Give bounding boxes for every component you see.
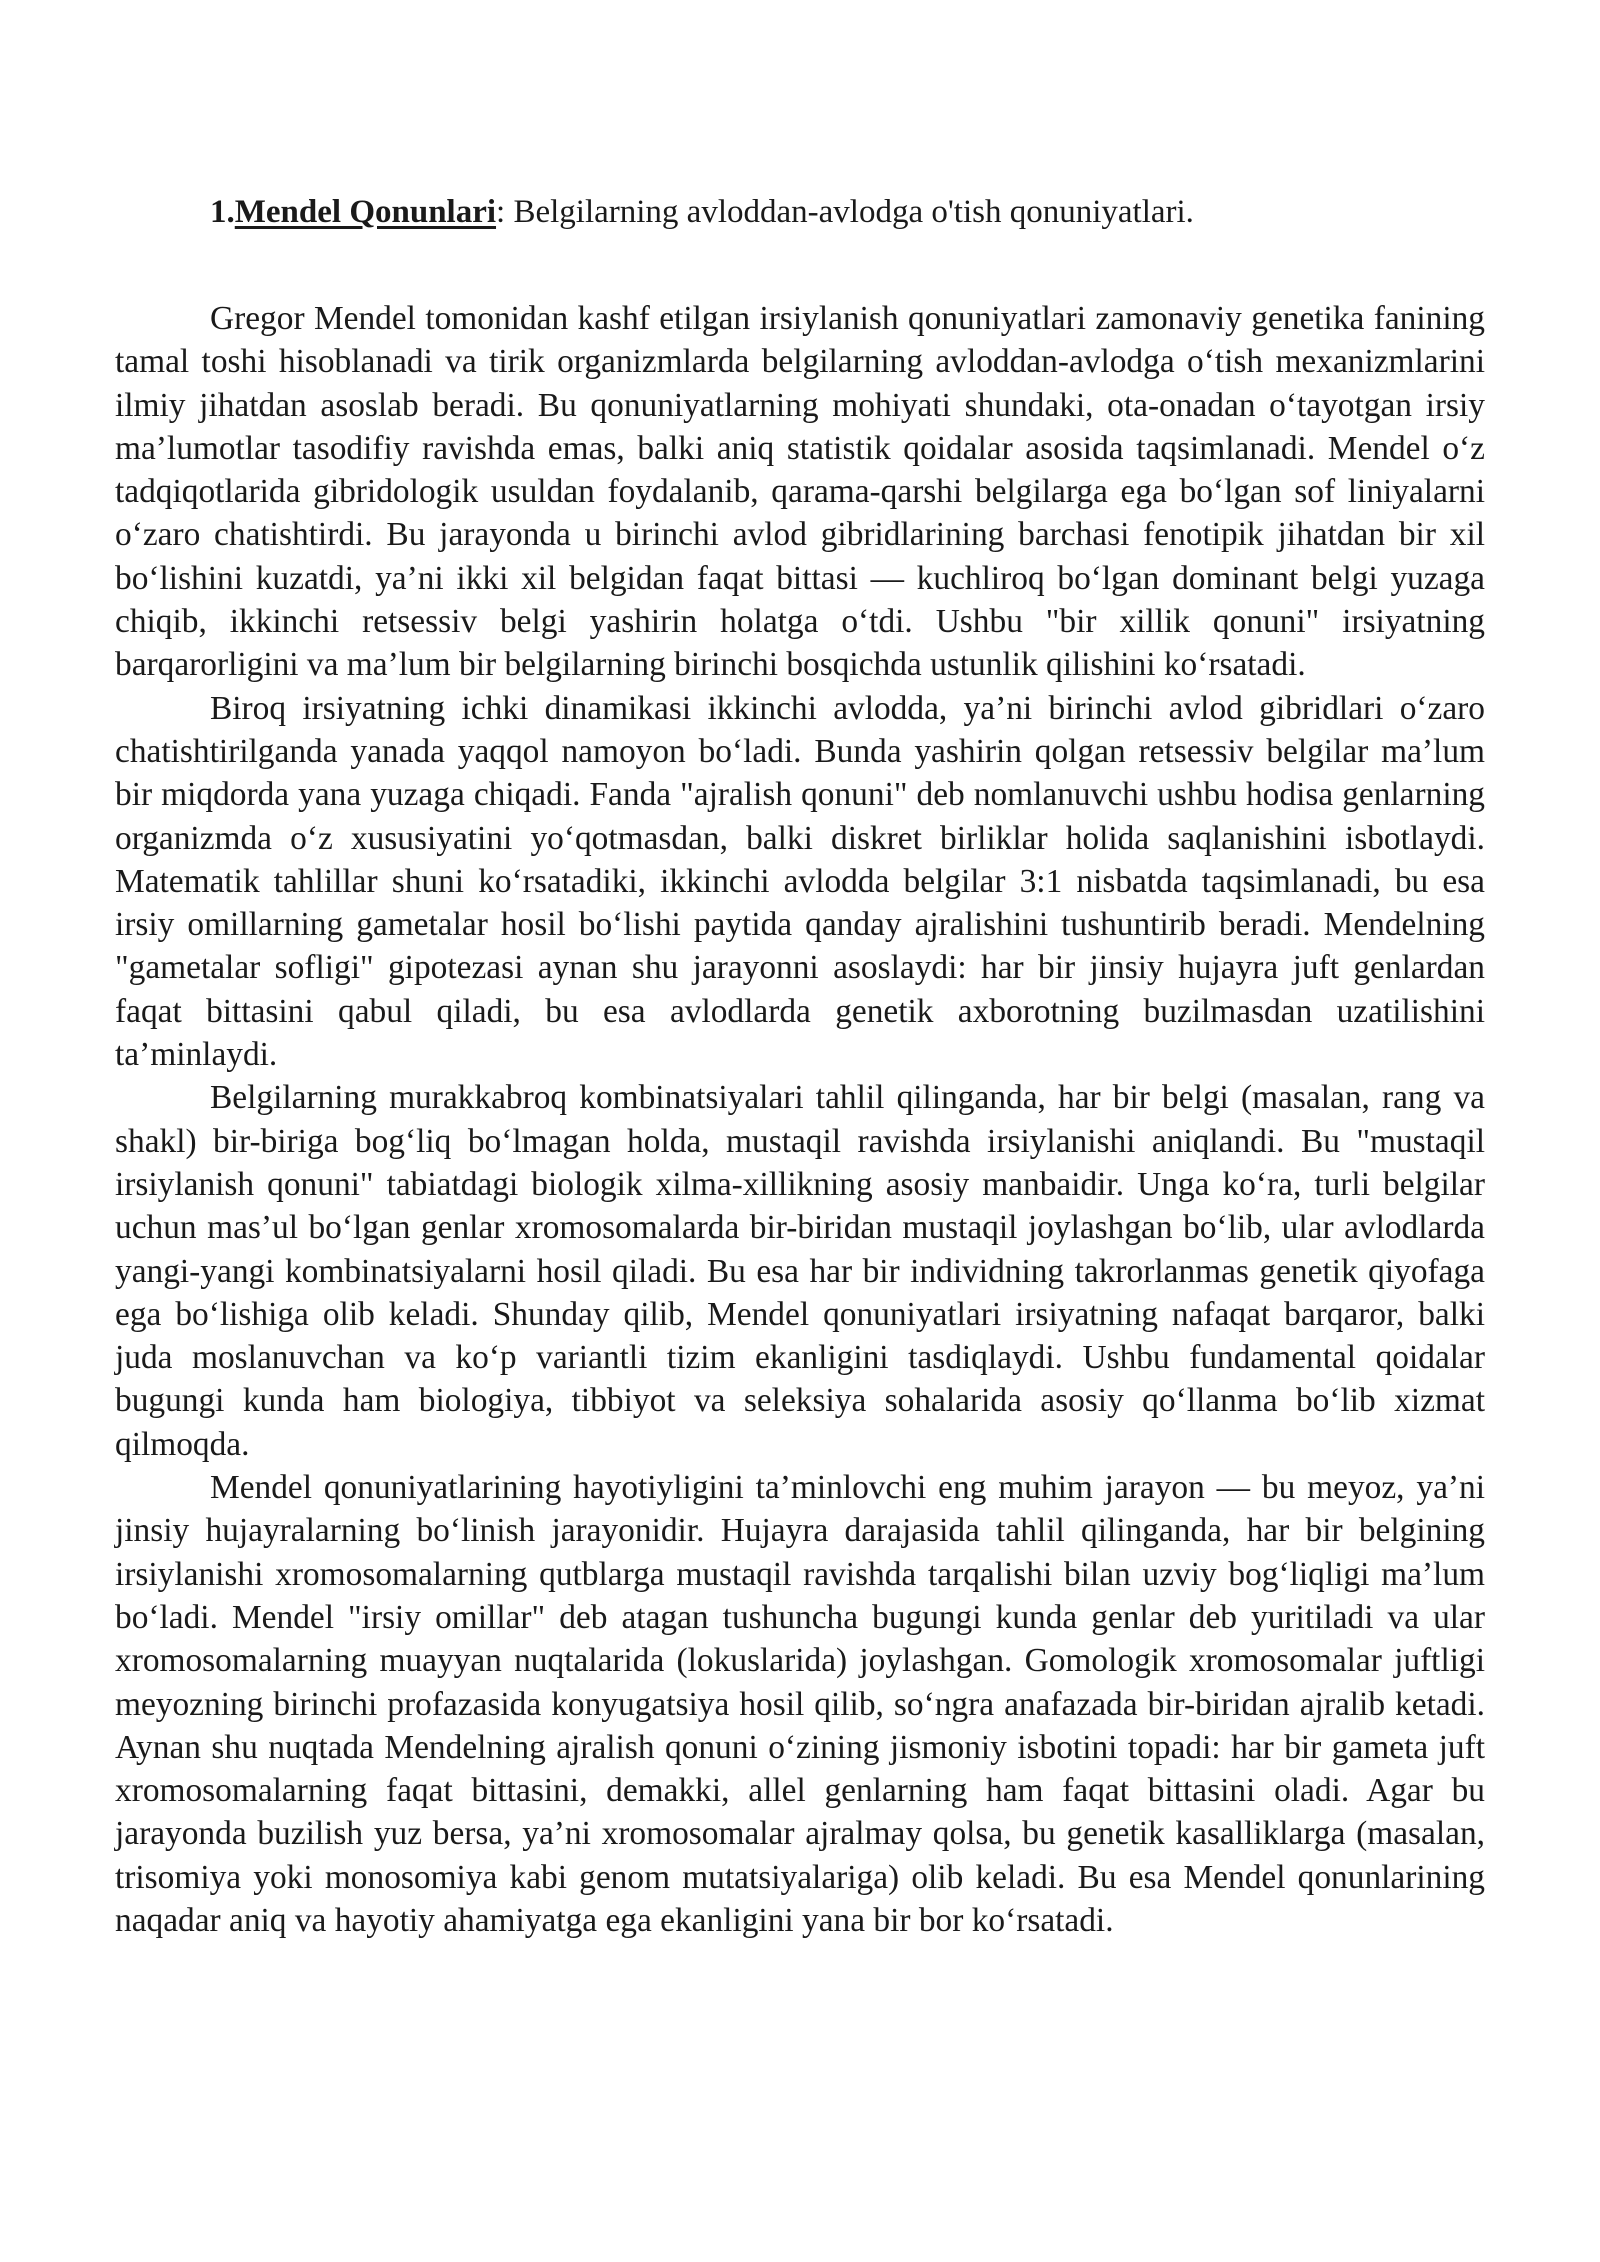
body-text <box>115 297 1485 1942</box>
section-heading <box>210 188 1490 236</box>
heading-subtitle: Belgilarning avloddan-avlodga o'tish qonuniyatlari. <box>505 194 1194 230</box>
heading-title: Mendel Qonunlari <box>234 194 497 230</box>
paragraph-3: Belgilarning murakkabroq kombinatsiyalari tahlil qilinganda, har bir belgi (masalan, rang va shakl) bir-biriga bog‘liq bo‘lmagan holda, mustaqil ravishda irsiylanishi aniqlandi. Bu "mustaqil irsiylanish qonuni" tabiatdagi biologik xilma-xillikning asosiy manbaidir. Unga ko‘ra, turli belgilar uchun mas’ul bo‘lgan genlar xromosomalarda bir-biridan mustaqil joylashgan bo‘lib, ular avlodlarda yangi-yangi kombinatsiyalarni hosil qiladi. Bu esa har bir individning takrorlanmas genetik qiyofaga ega bo‘lishiga olib keladi. Shunday qilib, Mendel qonuniyatlari irsiyatning nafaqat barqaror, balki juda moslanuvchan va ko‘p variantli tizim ekanligini tasdiqlaydi. Ushbu fundamental qoidalar bugungi kunda ham biologiya, tibbiyot va seleksiya sohalarida asosiy qo‘llanma bo‘lib xizmat qilmoqda. <box>115 1079 1485 1463</box>
paragraph-2: Biroq irsiyatning ichki dinamikasi ikkinchi avlodda, ya’ni birinchi avlod gibridlari o‘zaro chatishtirilganda yanada yaqqol namoyon bo‘ladi. Bunda yashirin qolgan retsessiv belgilar ma’lum bir miqdorda yana yuzaga chiqadi. Fanda "ajralish qonuni" deb nomlanuvchi ushbu hodisa genlarning organizmda o‘z xususiyatini yo‘qotmasdan, balki diskret birliklar holida saqlanishini isbotlaydi. Matematik tahlillar shuni ko‘rsatadiki, ikkinchi avlodda belgilar 3:1 nisbatda taqsimlanadi, bu esa irsiy omillarning gametalar hosil bo‘lishi paytida qanday ajralishini tushuntirib beradi. Mendelning "gametalar sofligi" gipotezasi aynan shu jarayonni asoslaydi: har bir jinsiy hujayra juft genlardan faqat bittasini qabul qiladi, bu esa avlodlarda genetik axborotning buzilmasdan uzatilishini ta’minlaydi. <box>115 689 1485 1074</box>
heading-number: 1. <box>210 194 235 230</box>
paragraph-1: Gregor Mendel tomonidan kashf etilgan irsiylanish qonuniyatlari zamonaviy genetika fanining tamal toshi hisoblanadi va tirik organizmlarda belgilarning avloddan-avlodga o‘tish mexanizmlarini ilmiy jihatdan asoslab beradi. Bu qonuniyatlarning mohiyati shundaki, ota-onadan o‘tayotgan irsiy ma’lumotlar tasodifiy ravishda emas, balki aniq statistik qoidalar asosida taqsimlanadi. Mendel o‘z tadqiqotlarida gibridologik usuldan foydalanib, qarama-qarshi belgilarga ega bo‘lgan sof liniyalarni o‘zaro chatishtirdi. Bu jarayonda u birinchi avlod gibridlarining barchasi fenotipik jihatdan bir xil bo‘lishini kuzatdi, ya’ni ikki xil belgidan faqat bittasi — kuchliroq bo‘lgan dominant belgi yuzaga chiqib, ikkinchi retsessiv belgi yashirin holatga o‘tdi. Ushbu "bir xillik qonuni" irsiyatning barqarorligini va ma’lum bir belgilarning birinchi bosqichda ustunlik qilishini ko‘rsatadi. <box>115 300 1485 684</box>
paragraph-4: Mendel qonuniyatlarining hayotiyligini ta’minlovchi eng muhim jarayon — bu meyoz, ya’ni jinsiy hujayralarning bo‘linish jarayonidir. Hujayra darajasida tahlil qilinganda, har bir belgining irsiylanishi xromosomalarning qutblarga mustaqil ravishda tarqalishi bilan uzviy bog‘liqligi ma’lum bo‘ladi. Mendel "irsiy omillar" deb atagan tushuncha bugungi kunda genlar deb yuritiladi va ular xromosomalarning muayyan nuqtalarida (lokuslarida) joylashgan. Gomologik xromosomalar juftligi meyozning birinchi profazasida konyugatsiya hosil qilib, so‘ngra anafazada bir-biridan ajralib ketadi. Aynan shu nuqtada Mendelning ajralish qonuni o‘zining jismoniy isbotini topadi: har bir gameta juft xromosomalarning faqat bittasini, demakki, allel genlarning ham faqat bittasini oladi. Agar bu jarayonda buzilish yuz bersa, ya’ni xromosomalar ajralmay qolsa, bu genetik kasalliklarga (masalan, trisomiya yoki monosomiya kabi genom mutatsiyalariga) olib keladi. Bu esa Mendel qonunlarining naqadar aniq va hayotiy ahamiyatga ega ekanligini yana bir bor ko‘rsatadi. <box>115 1469 1485 1939</box>
heading-separator: : <box>496 194 506 230</box>
